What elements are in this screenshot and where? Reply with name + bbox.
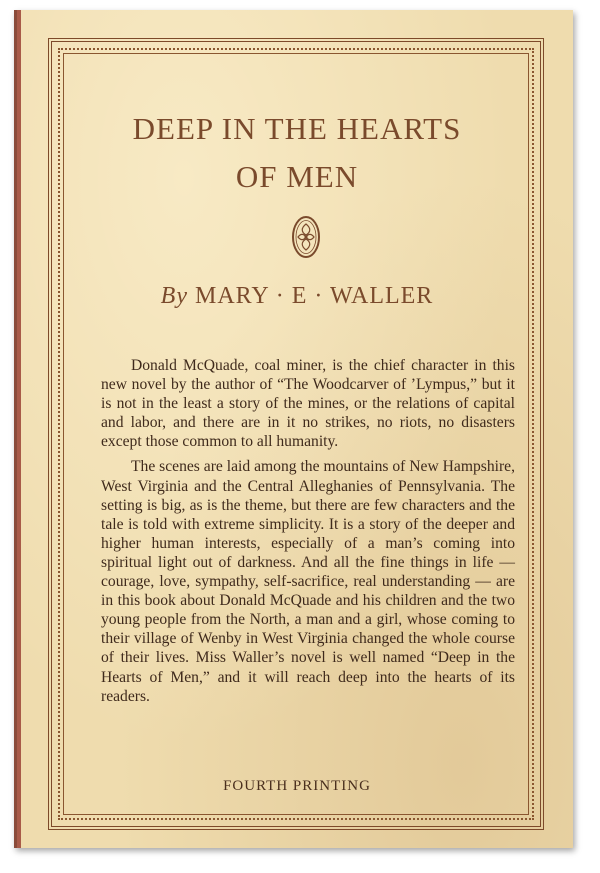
floral-medallion-icon — [291, 215, 321, 259]
book-title — [77, 105, 517, 201]
book-jacket — [14, 10, 573, 848]
author-line — [77, 283, 517, 310]
printing-note: FOURTH PRINTING — [223, 778, 371, 794]
author-prefix: By — [160, 283, 188, 309]
author-name: MARY · E · WALLER — [194, 283, 434, 309]
blurb-paragraph-1: Donald McQuade, coal miner, is the chief character in this new novel by the author of “The Woodcarver of ’Lympus,” but it is not in the least a story of the mines, or the relations of capital and labor, and there are in it no strikes, no riots, no disasters except those common to all humanity. — [101, 357, 515, 451]
blurb-paragraph-2: The scenes are laid among the mountains of New Hampshire, West Virginia and the Central Alleghanies of Pennsylvania. The setting is big, as is the theme, but there are few characters and the tale is told with extreme simplicity. It is a story of the deeper and higher human interests, especially of a man’s coming into spiritual light out of darkness. And all the fine things in life — courage, love, sympathy, self-sacrifice, real understanding — are in this book about Donald McQuade and his children and the two young people from the North, a man and a girl, whose coming to their village of Wenby in West Virginia changed the whole course of their lives. Miss Waller’s novel is well named “Deep in the Hearts of Men,” and it will reach deep into the hearts of its readers. — [101, 458, 515, 705]
spine-edge — [17, 10, 21, 848]
title-line-2: OF MEN — [235, 159, 359, 194]
title-line-1: DEEP IN THE HEARTS — [132, 111, 462, 146]
blurb — [101, 356, 515, 706]
